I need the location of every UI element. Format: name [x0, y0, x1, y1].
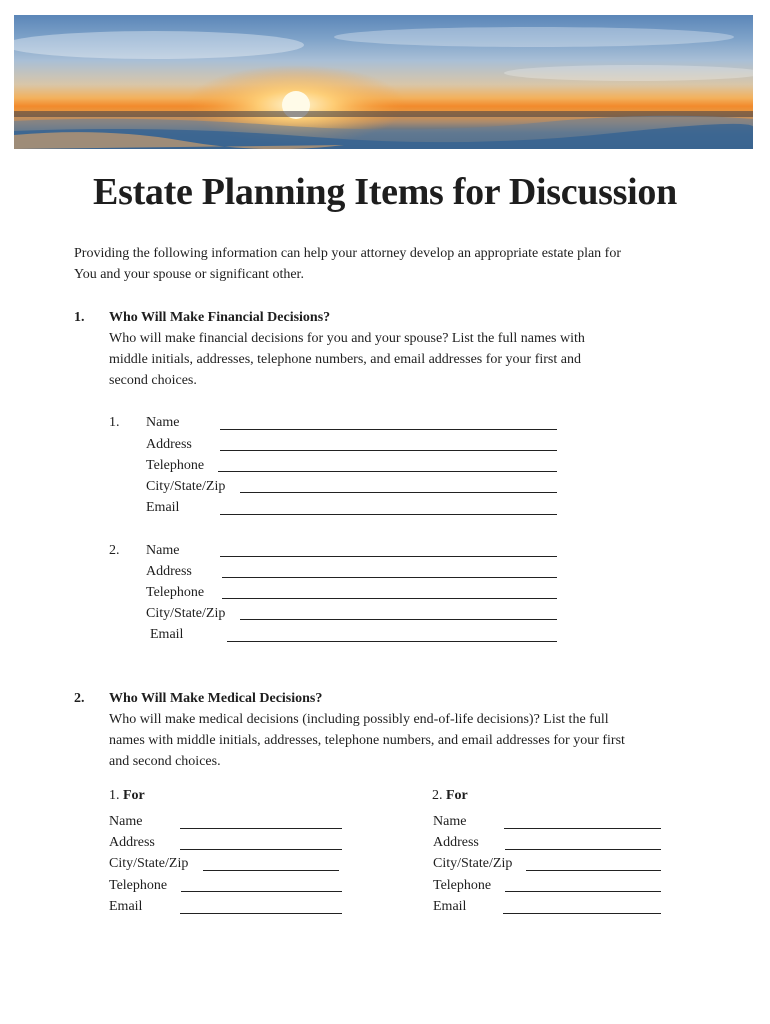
field-label-address: Address	[146, 564, 192, 579]
telephone-input-line[interactable]	[505, 891, 661, 892]
field-label-city-state-zip: City/State/Zip	[146, 479, 226, 494]
section-1-description-line-2: middle initials, addresses, telephone numbers, and email addresses for your first and	[109, 352, 581, 367]
city-state-zip-input-line[interactable]	[240, 619, 557, 620]
page-title: Estate Planning Items for Discussion	[93, 171, 677, 213]
address-input-line[interactable]	[220, 450, 557, 451]
field-label-address: Address	[109, 835, 155, 850]
name-input-line[interactable]	[220, 429, 557, 430]
field-label-address: Address	[433, 835, 479, 850]
beach-sunset-banner	[14, 15, 753, 149]
email-input-line[interactable]	[180, 913, 342, 914]
email-input-line[interactable]	[503, 913, 661, 914]
section-1-number: 1.	[74, 310, 85, 325]
telephone-input-line[interactable]	[218, 471, 557, 472]
section-1-description-line-1: Who will make financial decisions for you and your spouse? List the full names with	[109, 331, 585, 346]
field-label-telephone: Telephone	[146, 585, 205, 600]
address-input-line[interactable]	[180, 849, 342, 850]
name-input-line[interactable]	[180, 828, 342, 829]
column-1-for-label: For	[123, 788, 145, 803]
choice-1-number: 1.	[109, 415, 120, 430]
address-input-line[interactable]	[505, 849, 661, 850]
field-label-name: Name	[146, 415, 180, 430]
column-1-header	[109, 785, 145, 807]
section-1-description-line-3: second choices.	[109, 373, 197, 388]
section-2-heading: Who Will Make Medical Decisions?	[109, 691, 323, 706]
field-label-name: Name	[146, 543, 180, 558]
field-label-telephone: Telephone	[109, 878, 168, 893]
city-state-zip-input-line[interactable]	[203, 870, 339, 871]
column-2-for-label: For	[446, 788, 468, 803]
sunset-icon	[14, 15, 753, 149]
telephone-input-line[interactable]	[222, 598, 557, 599]
field-label-name: Name	[109, 814, 143, 829]
column-2-header	[432, 785, 468, 807]
intro-text-line-1: Providing the following information can help your attorney develop an appropriate estate plan for	[74, 246, 622, 261]
field-label-city-state-zip: City/State/Zip	[146, 606, 226, 621]
address-input-line[interactable]	[222, 577, 557, 578]
field-label-telephone: Telephone	[433, 878, 492, 893]
intro-text-line-2: You and your spouse or significant other.	[74, 267, 304, 282]
field-label-address: Address	[146, 437, 192, 452]
section-2-description-line-3: and second choices.	[109, 754, 221, 769]
telephone-input-line[interactable]	[181, 891, 342, 892]
section-2-number: 2.	[74, 691, 85, 706]
choice-2-number: 2.	[109, 543, 120, 558]
column-2-number: 2.	[432, 788, 443, 803]
section-2-description-line-2: names with middle initials, addresses, telephone numbers, and email addresses for your first	[109, 733, 625, 748]
field-label-name: Name	[433, 814, 467, 829]
city-state-zip-input-line[interactable]	[526, 870, 661, 871]
field-label-city-state-zip: City/State/Zip	[433, 856, 513, 871]
field-label-city-state-zip: City/State/Zip	[109, 856, 189, 871]
email-input-line[interactable]	[227, 641, 557, 642]
name-input-line[interactable]	[504, 828, 661, 829]
name-input-line[interactable]	[220, 556, 557, 557]
field-label-email: Email	[109, 899, 143, 914]
field-label-email: Email	[150, 627, 184, 642]
section-2-description-line-1: Who will make medical decisions (including possibly end-of-life decisions)? List the full	[109, 712, 609, 727]
section-1-heading: Who Will Make Financial Decisions?	[109, 310, 331, 325]
field-label-email: Email	[433, 899, 467, 914]
email-input-line[interactable]	[220, 514, 557, 515]
column-1-number: 1.	[109, 788, 120, 803]
field-label-telephone: Telephone	[146, 458, 205, 473]
field-label-email: Email	[146, 500, 180, 515]
city-state-zip-input-line[interactable]	[240, 492, 557, 493]
